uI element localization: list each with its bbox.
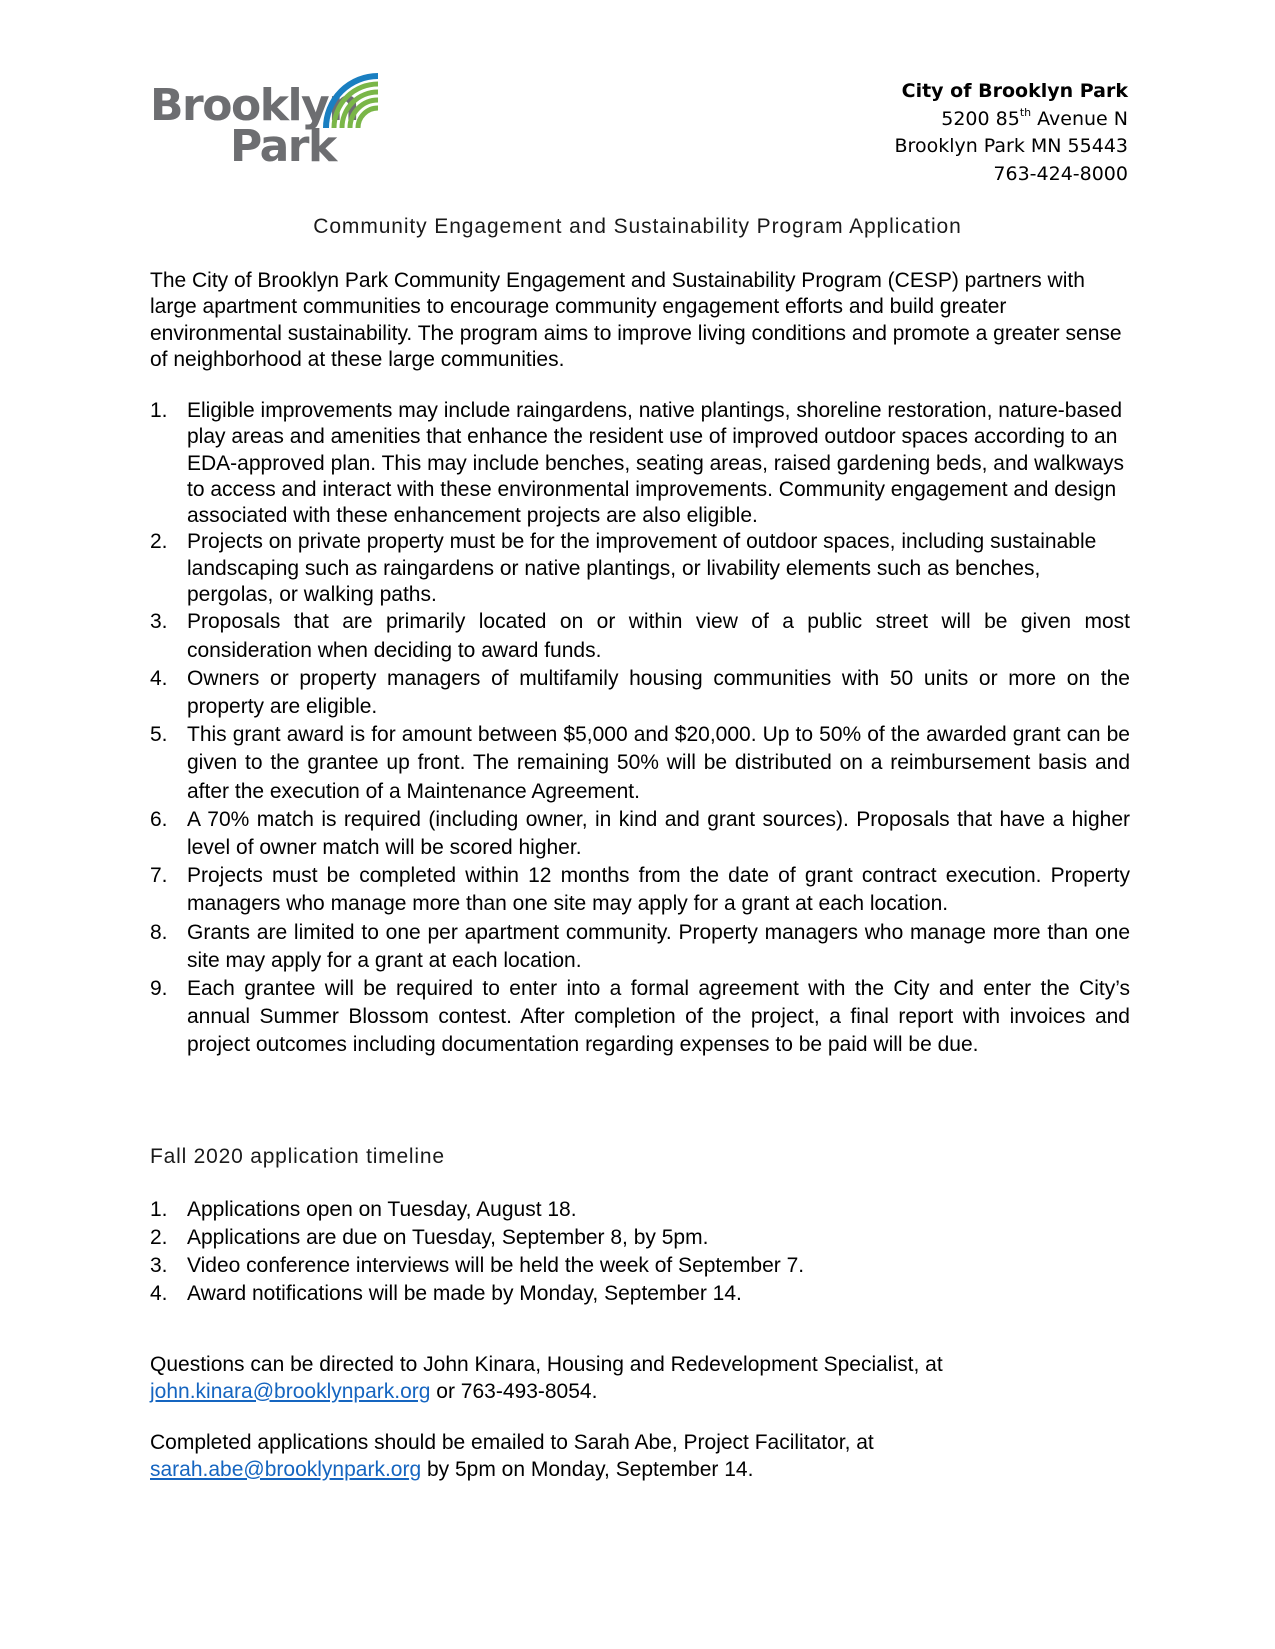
questions-email-line (150, 1379, 1130, 1406)
list-item-text: Eligible improvements may include raingardens, native plantings, shoreline restoration, nature-based play areas and amenities that enhance the resident use of improved outdoor spaces according to an EDA-approved plan. This may include benches, seating areas, raised gardening beds, and walkways to access and interact with these environmental improvements. Community engagement and design associated with these enhancement projects are also eligible. (187, 399, 1124, 528)
questions-contact (150, 1352, 1130, 1405)
list-number: 3. (150, 1254, 168, 1277)
list-number: 5. (150, 723, 168, 747)
questions-phone-text: or 763-493-8054. (430, 1379, 598, 1403)
brooklyn-park-logo (150, 70, 390, 175)
address-block (895, 78, 1128, 188)
submission-email-link[interactable]: sarah.abe@brooklynpark.org (150, 1457, 422, 1481)
list-item (150, 721, 1130, 806)
logo-text-park: Park (230, 121, 336, 172)
list-item (150, 529, 1130, 608)
list-number: 1. (150, 399, 168, 422)
list-number: 6. (150, 807, 168, 831)
list-item-text: Owners or property managers of multifamily housing communities with 50 units or more on the property are eligible. (187, 666, 1130, 718)
phone-number: 763-424-8000 (993, 162, 1128, 185)
arcs-icon (320, 70, 380, 130)
city-line: Brooklyn Park MN 55443 (894, 135, 1128, 157)
list-number: 9. (150, 977, 168, 1001)
page-title: Community Engagement and Sustainability Program Application (313, 215, 962, 238)
submission-text: Completed applications should be emailed to Sarah Abe, Project Facilitator, at (150, 1431, 874, 1454)
list-item (150, 975, 1130, 1060)
list-item-text: Projects must be completed within 12 months from the date of grant contract execution. Property managers who manage more than one site may apply for a grant at each location. (187, 864, 1130, 916)
list-item-text: Award notifications will be made by Monday, September 14. (187, 1282, 742, 1305)
list-item (150, 919, 1130, 975)
list-item (150, 608, 1130, 664)
list-item-text: Video conference interviews will be held the week of September 7. (187, 1254, 805, 1277)
list-item (150, 806, 1130, 862)
list-number: 2. (150, 1226, 168, 1249)
list-number: 2. (150, 530, 168, 554)
list-number: 1. (150, 1198, 168, 1221)
list-item (150, 1252, 1130, 1280)
list-item-text: Grants are limited to one per apartment community. Property managers who manage more than one site may apply for a grant at each location. (187, 920, 1130, 972)
intro-paragraph: The City of Brooklyn Park Community Engagement and Sustainability Program (CESP) partners with large apartment communities to encourage community engagement efforts and build greater environmental sustainability. The program aims to improve living conditions and promote a greater sense of neighborhood at these large communities. (150, 269, 1122, 371)
list-item-text: Applications open on Tuesday, August 18. (187, 1198, 577, 1221)
list-item (150, 1224, 1130, 1252)
timeline-heading: Fall 2020 application timeline (150, 1145, 445, 1168)
questions-text: Questions can be directed to John Kinara, Housing and Redevelopment Specialist, at (150, 1353, 943, 1376)
list-item-text: Applications are due on Tuesday, September 8, by 5pm. (187, 1226, 709, 1249)
street-address (895, 106, 1128, 134)
org-name: City of Brooklyn Park (901, 80, 1128, 102)
street-name: Avenue N (1031, 107, 1128, 130)
list-number: 7. (150, 864, 168, 888)
submission-contact (150, 1430, 1130, 1483)
list-item (150, 1196, 1130, 1224)
list-number: 8. (150, 920, 168, 944)
questions-email-link[interactable]: john.kinara@brooklynpark.org (150, 1379, 431, 1403)
list-number: 3. (150, 610, 168, 634)
logo-text-brooklyn: Brooklyn (150, 80, 359, 131)
list-item-text: This grant award is for amount between $5,000 and $20,000. Up to 50% of the awarded grant can be given to the grantee up front. The remaining 50% will be distributed on a reimbursement basis and after the execution of a Maintenance Agreement. (187, 723, 1130, 803)
submission-email-line (150, 1457, 1130, 1484)
list-item-text: Each grantee will be required to enter into a formal agreement with the City and enter the City’s annual Summer Blossom contest. After completion of the project, a final report with invoices and project outcomes including documentation regarding expenses to be paid will be due. (187, 977, 1130, 1057)
street-number: 5200 85 (941, 107, 1020, 130)
list-item-text: A 70% match is required (including owner, in kind and grant sources). Proposals that have a higher level of owner match will be scored higher. (187, 807, 1130, 859)
street-ordinal: th (1019, 106, 1032, 120)
list-number: 4. (150, 1282, 168, 1305)
list-item-text: Projects on private property must be for the improvement of outdoor spaces, including sustainable landscaping such as raingardens or native plantings, or livability elements such as benches, pergolas, or walking paths. (187, 530, 1097, 607)
list-item (150, 862, 1130, 918)
submission-deadline-text: by 5pm on Monday, September 14. (421, 1457, 754, 1481)
timeline-list (150, 1196, 1130, 1308)
list-item (150, 665, 1130, 721)
list-number: 4. (150, 666, 168, 690)
program-rules-list (150, 398, 1130, 1060)
list-item (150, 1280, 1130, 1308)
list-item-text: Proposals that are primarily located on or within view of a public street will be given most consideration when deciding to award funds. (187, 610, 1130, 662)
list-item (150, 398, 1130, 529)
